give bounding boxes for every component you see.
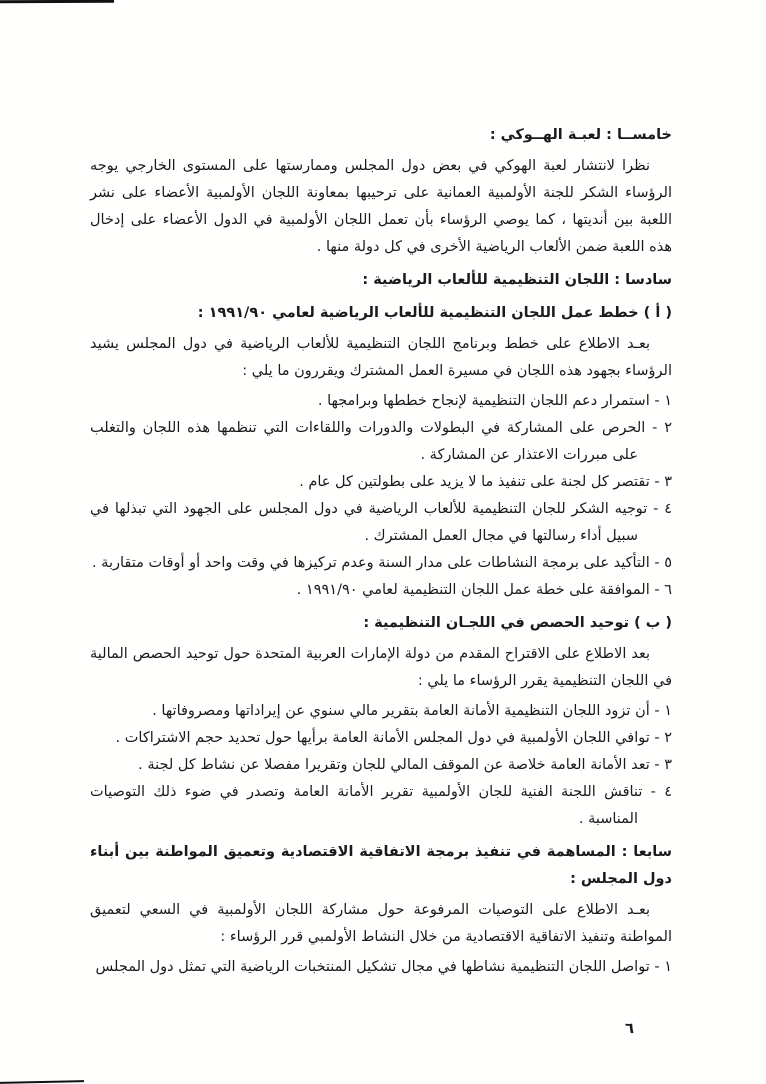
workplans-item: ١ - استمرار دعم اللجان التنظيمية لإنجاح خططها وبرامجها . [317, 393, 672, 409]
economic-agreement-heading: سابعا : المساهمة في تنفيذ برمجة الاتفاقية الاقتصادية وتعميق المواطنة بين أبناء دول المجلس : [90, 844, 672, 887]
workplans-list [90, 388, 672, 604]
workplans-subheading: ( أ ) خطط عمل اللجان التنظيمية للألعاب الرياضية لعامي ١٩٩١/٩٠ : [197, 305, 672, 321]
quotas-subheading: ( ب ) توحيد الحصص في اللجـان التنظيمية : [363, 615, 672, 631]
page-number: ٦ [624, 1019, 634, 1037]
economic-agreement-list [90, 954, 672, 981]
quotas-item: ١ - أن تزود اللجان التنظيمية الأمانة العامة بتقرير مالي سنوي عن إيراداتها ومصروفاتها . [152, 703, 672, 719]
hockey-section-heading: خامســا : لعبـة الهــوكي : [489, 127, 672, 143]
scan-artifact-bottom [0, 1080, 84, 1084]
workplans-item: ٦ - الموافقة على خطة عمل اللجان التنظيمية لعامي ١٩٩١/٩٠ . [296, 582, 672, 598]
quotas-list [90, 698, 672, 833]
quotas-item: ٤ - تناقش اللجنة الفنية للجان الأولمبية تقرير الأمانة العامة وتصدر في ضوء ذلك التوصيات المناسبة . [90, 784, 672, 827]
quotas-item: ٢ - توافي اللجان الأولمبية في دول المجلس الأمانة العامة برأيها حول تحديد حجم الاشتراكات . [115, 730, 672, 746]
quotas-item: ٣ - تعد الأمانة العامة خلاصة عن الموقف المالي للجان وتقريرا مفصلا عن نشاط كل لجنة . [138, 757, 672, 773]
workplans-item: ٥ - التأكيد على برمجة النشاطات على مدار السنة وعدم تركيزها في وقت واحد أو أوقات متقاربة . [91, 555, 672, 571]
workplans-item: ٢ - الحرص على المشاركة في البطولات والدورات واللقاءات التي تنظمها هذه اللجان والتغلب على مبررات الاعتذار عن المشاركة . [90, 420, 672, 463]
workplans-paragraph: بعـد الاطلاع على خطط وبرنامج اللجان التنظيمية للألعاب الرياضية في دول المجلس يشيد الرؤساء بجهود هذه اللجان في مسيرة العمل المشترك ويقررون ما يلي : [90, 336, 672, 379]
organizing-committees-heading: سادسا : اللجان التنظيمية للألعاب الرياضية : [362, 272, 672, 288]
scan-artifact-top [0, 0, 114, 3]
quotas-paragraph: بعد الاطلاع على الاقتراح المقدم من دولة الإمارات العربية المتحدة حول توحيد الحصص المالية في اللجان التنظيمية يقرر الرؤساء ما يلي : [90, 646, 672, 689]
workplans-item: ٣ - تقتصر كل لجنة على تنفيذ ما لا يزيد على بطولتين كل عام . [299, 474, 672, 490]
economic-agreement-paragraph: بعـد الاطلاع على التوصيات المرفوعة حول مشاركة اللجان الأولمبية في السعي لتعميق المواطنة وتنفيذ الاتفاقية الاقتصادية من خلال النشاط الأولمبي قرر الرؤساء : [90, 902, 672, 945]
workplans-item: ٤ - توجيه الشكر للجان التنظيمية للألعاب الرياضية في دول المجلس على الجهود التي تبذلها في سبيل أداء رسالتها في مجال العمل المشترك . [90, 501, 672, 544]
economic-agreement-item: ١ - تواصل اللجان التنظيمية نشاطها في مجال تشكيل المنتخبات الرياضية التي تمثل دول المجلس [95, 959, 672, 975]
hockey-section-paragraph: نظرا لانتشار لعبة الهوكي في بعض دول المجلس وممارستها على المستوى الخارجي يوجه الرؤساء الشكر للجنة الأولمبية العمانية على ترحيبها بمعاونة اللجان الأولمبية الأعضاء على نشر اللعبة بين أنديتها ، كما يوصي الرؤساء بأن تعمل اللجان الأولمبية في الدول الأعضاء على إدخال هذه اللعبة ضمن الألعاب الرياضية الأخرى في كل دولة منها . [90, 158, 672, 255]
